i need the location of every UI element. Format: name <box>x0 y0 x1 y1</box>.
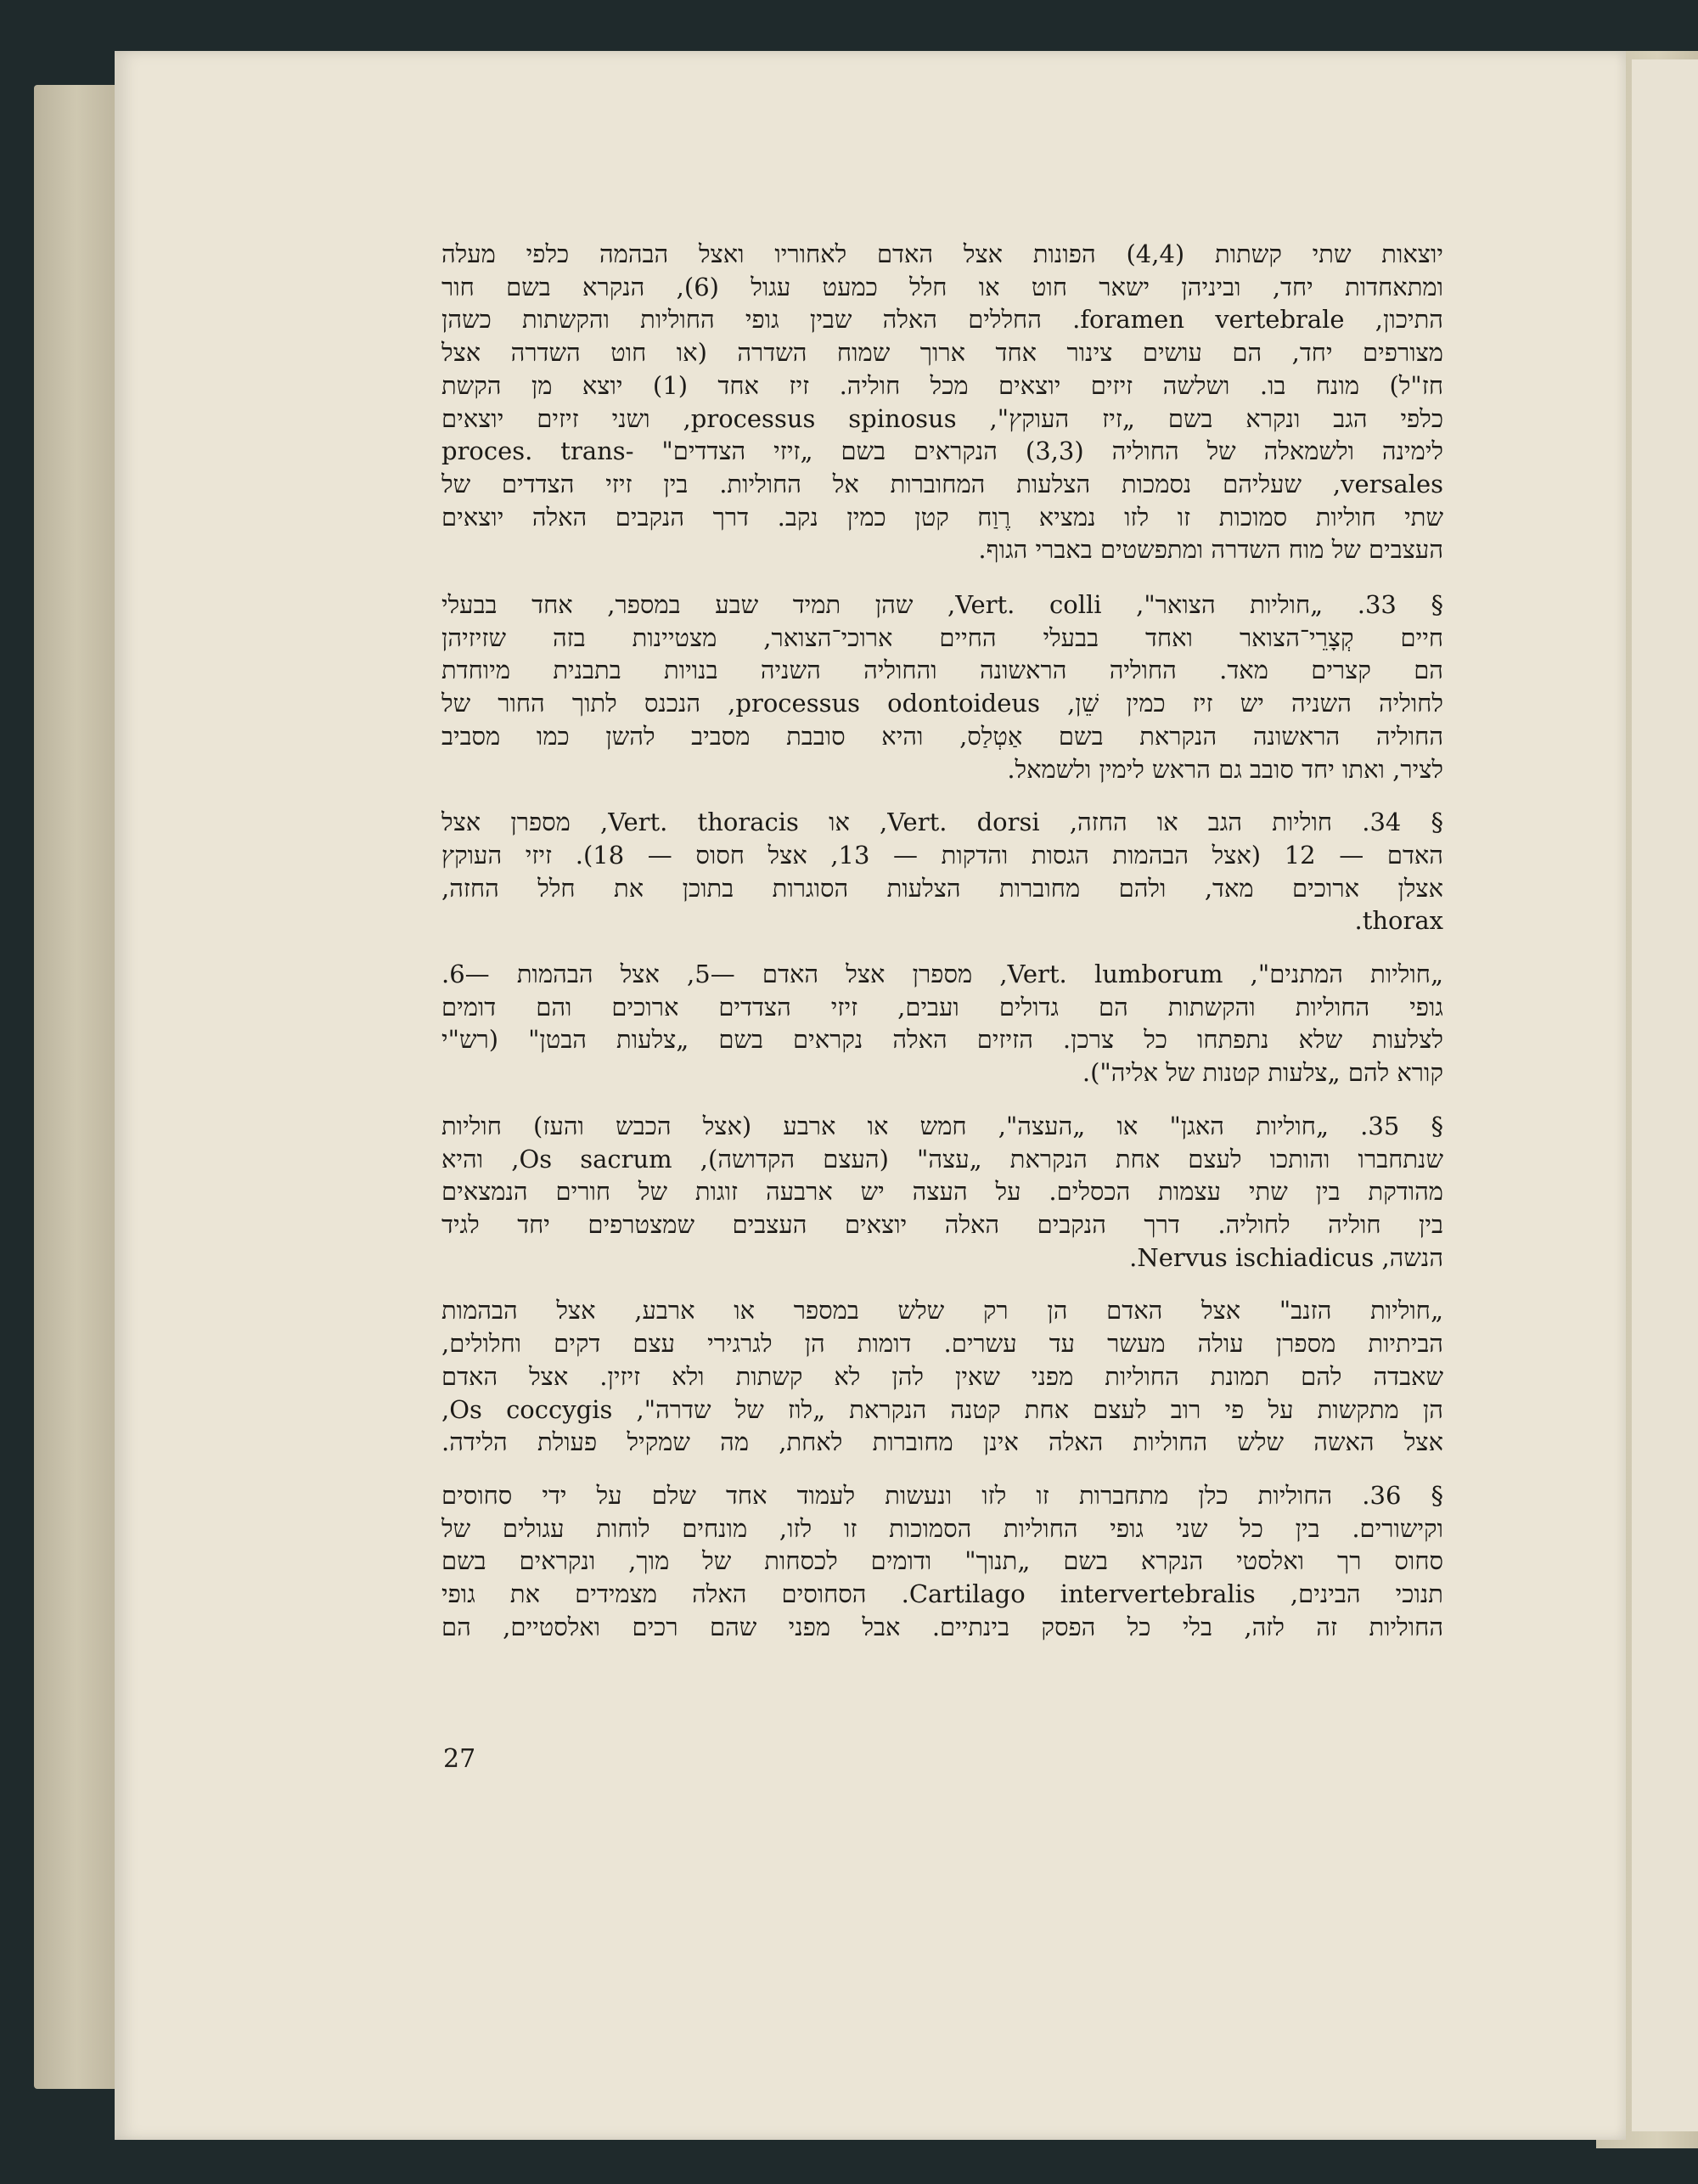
text-line: versales, שעליהם נסמכות הצלעות המחוברות אל החוליות. בין זיזי הצדדים של <box>441 469 1443 498</box>
text-line: § 35. „חוליות האגן" או „העצה", חמש או ארבע (אצל הכבש והעז) חוליות <box>441 1111 1443 1140</box>
text-line: הנשה, Nervus ischiadicus. <box>1129 1242 1443 1272</box>
text-line: אצל האשה שלש החוליות האלה אינן מחוברות לאחת, מה שמקיל פעולת הלידה. <box>441 1427 1443 1457</box>
text-line: וקישורים. בין כל שני גופי החוליות הסמוכות זו לזו, מונחים לוחות עגולים של <box>441 1513 1443 1543</box>
next-page-edge <box>1632 59 1698 2131</box>
text-line: אצלן ארוכים מאד, ולהם מחוברות הצלעות הסוגרות בתוכן את חלל החזה, <box>441 873 1443 903</box>
text-line: שתי חוליות סמוכות זו לזו נמציא רֶוַח קטן כמין נקב. דרך הנקבים האלה יוצאים <box>441 502 1443 532</box>
text-line: הביתיות מספרן עולה מעשר עד עשרים. דומות הן לגרגירי עצם דקים וחלולים, <box>441 1329 1443 1359</box>
book-cover-left <box>34 85 119 2089</box>
text-line: חז"ל) מונח בו. ושלשה זיזים יוצאים מכל חוליה. זיז אחד (1) יוצא מן הקשת <box>441 370 1443 400</box>
text-line: מהודקת בין שתי עצמות הכסלים. על העצה יש ארבעה זוגות של חורים הנמצאים <box>441 1177 1443 1207</box>
text-line: לצלעות שלא נתפתחו כל צרכן. הזיזים האלה נקראים בשם „צלעות הבטן" (רש"י <box>441 1025 1443 1055</box>
text-line: לחוליה השניה יש זיז כמין שֵׁן, processus odontoideus, הנכנס לתוך החור של <box>441 689 1443 718</box>
paragraph-section-34 <box>441 806 1443 937</box>
text-line: לימינה ולשמאלה של החוליה (3,3) הנקראים בשם „זיזי הצדדים" -proces. trans <box>441 436 1443 466</box>
text-line: § 34. חוליות הגב או החזה, Vert. dorsi, או Vert. thoracis, מספרן אצל <box>441 808 1443 837</box>
text-line: הם קצרים מאד. החוליה הראשונה והחוליה השניה בנויות בתבנית מיוחדת <box>441 656 1443 685</box>
text-line: התיכון, foramen vertebrale. החללים האלה שבין גופי החוליות והקשתות כשהן <box>441 305 1443 335</box>
text-line: העצבים של מוח השדרה ומתפשטים באברי הגוף. <box>978 535 1443 565</box>
text-line: בין חוליה לחוליה. דרך הנקבים האלה יוצאים העצבים שמצטרפים יחד לגיד <box>441 1209 1443 1239</box>
text-line: כלפי הגב ונקרא בשם „זיז העוקץ", processus spinosus, ושני זיזים יוצאים <box>441 403 1443 433</box>
page-text <box>441 238 1443 1663</box>
text-line: גופי החוליות והקשתות הם גדולים ועבים, זיזי הצדדים ארוכים והם דומים <box>441 992 1443 1022</box>
paragraph-section-36 <box>441 1479 1443 1644</box>
text-line: „חוליות הזנב" אצל האדם הן רק שלש במספר או ארבע, אצל הבהמות <box>441 1296 1443 1326</box>
text-line: ומתאחדות יחד, וביניהן ישאר חוט או חלל כמעט עגול (6), הנקרא בשם חור <box>441 272 1443 301</box>
text-line: הן מתקשות על פי רוב לעצם אחת קטנה הנקראת „לוז של שדרה", Os coccygis, <box>441 1394 1443 1424</box>
paragraph-vertebra-structure <box>441 238 1443 566</box>
page-number: 27 <box>443 1744 476 1774</box>
text-line: thorax. <box>1354 906 1443 936</box>
text-line: קורא להם „צלעות קטנות של אליה"). <box>1082 1058 1443 1088</box>
text-line: „חוליות המתנים", Vert. lumborum, מספרן אצל האדם —5, אצל הבהמות —6. <box>441 960 1443 989</box>
text-line: החוליה הראשונה הנקראת בשם אַטְלַס, והיא סובבת מסביב להשן כמו מסביב <box>441 721 1443 751</box>
text-line: תנוכי הבינים, Cartilago intervertebralis. הסחוסים האלה מצמידים את גופי <box>441 1579 1443 1609</box>
text-line: שנתחברו והותכו לעצם אחת הנקראת „עצה" (העצם הקדושה), Os sacrum, והיא <box>441 1144 1443 1174</box>
paragraph-lumbar <box>441 958 1443 1089</box>
text-line: האדם — 12 (אצל הבהמות הגסות והדקות — 13, אצל חסוס — 18). זיזי העוקץ <box>441 840 1443 870</box>
text-line: יוצאות שתי קשתות (4,4) הפונות אצל האדם לאחוריו ואצל הבהמה כלפי מעלה <box>441 239 1443 268</box>
text-line: מצורפים יחד, הם עושים צינור אחד ארוך שמוח השדרה (או חוט השדרה אצל <box>441 338 1443 368</box>
paragraph-coccyx <box>441 1294 1443 1459</box>
paragraph-section-35 <box>441 1110 1443 1275</box>
text-line: § 33. „חוליות הצואר", Vert. colli, שהן תמיד שבע במספר, אחד בבעלי <box>441 590 1443 620</box>
text-line: חיים קְצָרֵי־הצואר ואחד בבעלי החיים ארוכי־הצואר, מצטיינות בזה שזיזיהן <box>441 622 1443 652</box>
text-line: § 36. החוליות כלן מתחברות זו לזו ונעשות לעמוד אחד שלם על ידי סחוסים <box>441 1480 1443 1510</box>
text-line: החוליות זה לזה, בלי כל הפסק בינתיים. אבל מפני שהם רכים ואלסטיים, הם <box>441 1612 1443 1641</box>
text-line: סחוס רך ואלסטי הנקרא בשם „תנוך" ודומים לכסחות של מוך, ונקראים בשם <box>441 1546 1443 1576</box>
text-line: לציר, ואתו יחד סובב גם הראש לימין ולשמאל. <box>1007 754 1443 784</box>
paragraph-section-33 <box>441 588 1443 785</box>
text-line: שאבדה להם תמונת החוליות מפני שאין להן לא קשתות ולא זיזין. אצל האדם <box>441 1361 1443 1391</box>
